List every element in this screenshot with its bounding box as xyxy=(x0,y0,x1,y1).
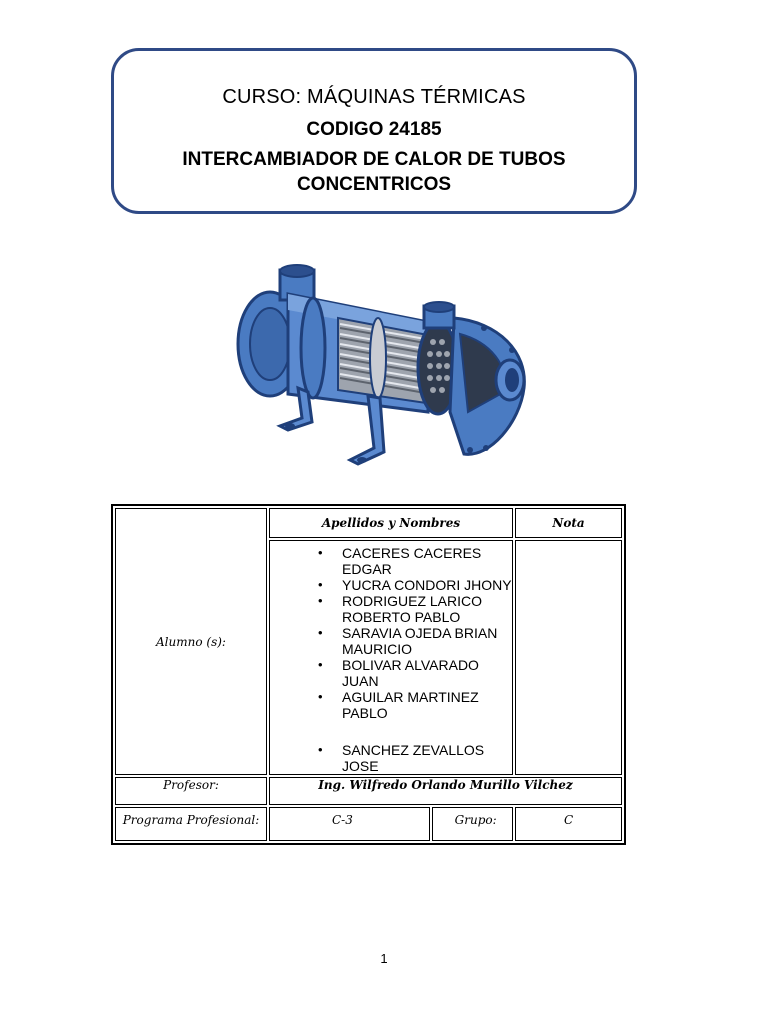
students-list xyxy=(270,541,512,774)
course-name: CURSO: MÁQUINAS TÉRMICAS xyxy=(222,86,526,108)
group-value: C xyxy=(515,807,622,841)
list-item: • RODRIGUEZ LARICO ROBERTO PABLO xyxy=(342,593,492,625)
students-list-cell xyxy=(269,540,513,775)
document-title-line-2: CONCENTRICOS xyxy=(296,174,452,195)
document-title-line-1: INTERCAMBIADOR DE CALOR DE TUBOS xyxy=(182,149,566,170)
list-item: • CACERES CACERES EDGAR xyxy=(342,545,512,577)
list-item: • BOLIVAR ALVARADO JUAN xyxy=(342,657,512,689)
document-title xyxy=(114,147,634,197)
program-label: Programa Profesional: xyxy=(115,807,267,841)
grade-header: Nota xyxy=(515,508,622,538)
heat-exchanger-icon xyxy=(228,262,538,474)
title-box xyxy=(111,48,637,214)
professor-name: Ing. Wilfredo Orlando Murillo Vilchez xyxy=(269,777,622,805)
list-item: • SARAVIA OJEDA BRIAN MAURICIO xyxy=(342,625,512,657)
student-info-table xyxy=(111,504,626,845)
page-number: 1 xyxy=(380,951,388,966)
list-item: • YUCRA CONDORI JHONY xyxy=(342,577,512,593)
students-label: Alumno (s): xyxy=(115,508,267,775)
list-item: • SANCHEZ ZEVALLOS JOSE xyxy=(342,742,512,774)
professor-label: Profesor: xyxy=(115,777,267,805)
grade-cell xyxy=(515,540,622,775)
list-item: • AGUILAR MARTINEZ PABLO xyxy=(342,689,512,721)
program-value: C-3 xyxy=(269,807,430,841)
group-label: Grupo: xyxy=(432,807,513,841)
course-code: CODIGO 24185 xyxy=(306,119,442,140)
names-header: Apellidos y Nombres xyxy=(269,508,513,538)
